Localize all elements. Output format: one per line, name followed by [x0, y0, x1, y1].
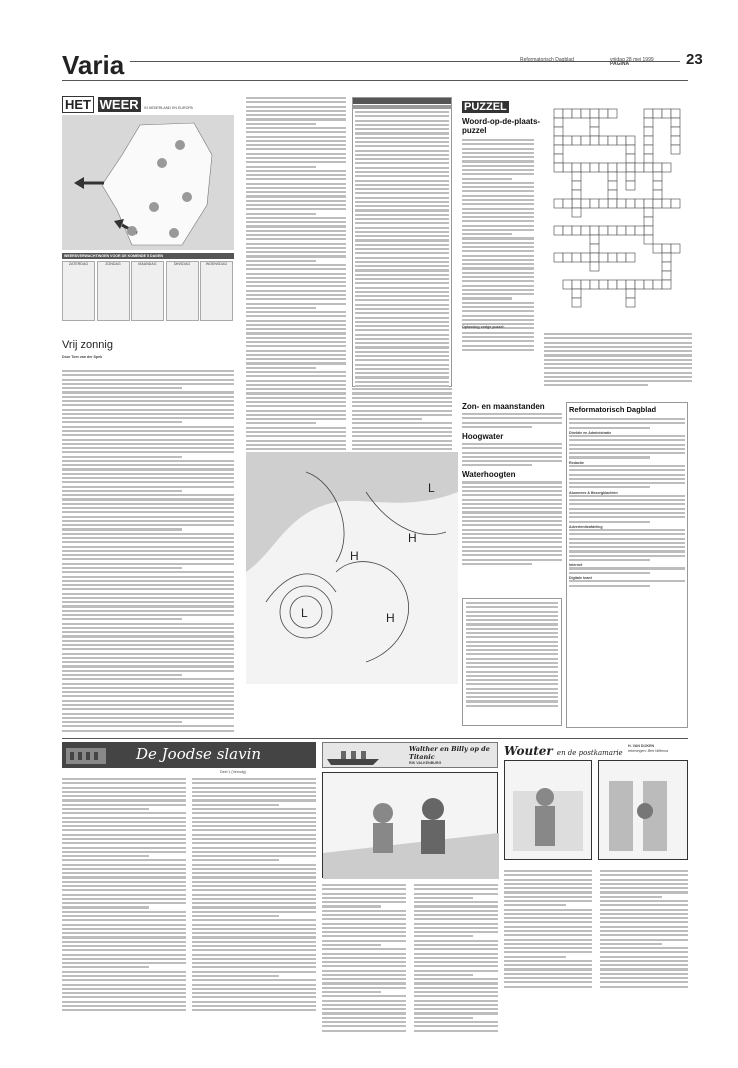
weather-byline: Door Tom van der Spek — [62, 355, 103, 359]
svg-text:H: H — [386, 611, 395, 625]
colosseum-icon — [62, 742, 112, 768]
svg-text:L: L — [428, 481, 435, 495]
walther-illustration — [322, 772, 498, 878]
temperature-table — [352, 97, 452, 387]
forecast-day: MAANDAG — [131, 261, 164, 321]
puzzle-heading: Woord-op-de-plaats-puzzel — [462, 117, 541, 135]
colophon-section: Digitale krant — [569, 576, 592, 581]
europe-weather-map — [246, 452, 458, 684]
colophon-section: Advertentieafdeling — [569, 524, 603, 529]
slavin-title: De Joodse slavin — [136, 745, 262, 763]
puzzle-block — [462, 97, 692, 397]
forecast-day: WOENSDAG — [200, 261, 233, 321]
issue-date: vrijdag 28 mei 1999 PAGINA — [610, 57, 654, 68]
wouter-story — [504, 742, 688, 1046]
wouter-credit: H. VAN DIJKEN — [628, 744, 655, 748]
section-rule — [62, 738, 688, 739]
weather-headline: Vrij zonnig — [62, 339, 113, 351]
crossword-grid[interactable] — [544, 103, 692, 333]
svg-text:H: H — [350, 549, 359, 563]
walther-story — [322, 742, 498, 1046]
wouter-panel-drawing — [505, 761, 593, 861]
wouter-panel — [504, 760, 592, 860]
wouter-verse-col2 — [600, 870, 688, 990]
forecast-day: ZONDAG — [97, 261, 130, 321]
wouter-credit2: tekeningen: Bert Wiltema — [628, 749, 669, 753]
colophon-section: Abonnees & Bezorgklachten — [569, 490, 618, 495]
forecast-days — [62, 261, 234, 321]
slavin-story — [62, 742, 316, 1046]
walther-credit: RIK VALKENBURG — [409, 761, 442, 765]
walther-banner — [322, 742, 498, 768]
forecast-band: WEERSVERWACHTINGEN VOOR DE KOMENDE 5 DAGEN — [62, 253, 234, 259]
waterhoogten-heading: Waterhoogten — [462, 470, 516, 480]
slavin-col1 — [62, 778, 186, 1013]
forecast-day: ZATERDAG — [62, 261, 95, 321]
colophon-section: Internet — [569, 563, 583, 568]
weather-legend — [462, 598, 562, 726]
colophon-section: Direktie en Administratie — [569, 430, 612, 435]
colophon-section: Redactie — [569, 460, 584, 465]
weather-title: HET WEER IN NEDERLAND EN EUROPA — [62, 97, 234, 111]
section-label: Varia — [62, 50, 125, 80]
page-number: 23 — [686, 51, 703, 68]
walther-title: Walther en Billy op de Titanic — [409, 745, 490, 761]
sun-moon-heading: Zon- en maanstanden — [462, 402, 545, 411]
isobar-map — [246, 452, 458, 684]
puzzle-instructions — [462, 139, 534, 353]
section-title — [62, 50, 125, 80]
slavin-banner — [62, 742, 316, 768]
hoogwater-heading: Hoogwater — [462, 431, 504, 441]
svg-text:H: H — [408, 531, 417, 545]
puzzle-title: PUZZEL — [464, 101, 507, 113]
weather-article-col2 — [246, 97, 346, 437]
titanic-deck-illustration — [323, 773, 499, 879]
paper-name: Reformatorisch Dagblad — [520, 57, 574, 63]
svg-text:L: L — [301, 606, 308, 620]
walther-col2 — [414, 884, 498, 1034]
weather-map-netherlands — [62, 115, 234, 250]
wouter-verse-col1 — [504, 870, 592, 990]
titanic-icon — [323, 743, 383, 767]
walther-col1 — [322, 884, 406, 1034]
weather-article-col1 — [62, 370, 234, 750]
wouter-panel — [598, 760, 688, 860]
forecast-day: DINSDAG — [166, 261, 199, 321]
puzzle-solution-heading: Oplossing vorige puzzel: — [462, 325, 505, 329]
netherlands-map — [62, 115, 234, 250]
puzzle-word-list — [544, 333, 692, 389]
wouter-title: Wouter en de postkamarie — [504, 744, 623, 758]
colophon-title: Reformatorisch Dagblad — [569, 405, 657, 414]
rd-colophon — [566, 402, 688, 728]
slavin-col2 — [192, 778, 316, 1013]
weather-block — [62, 97, 234, 397]
masthead-underline — [62, 80, 688, 81]
wouter-panel-drawing — [599, 761, 689, 861]
slavin-subtitle: Deel 1 (Vervolg) — [220, 770, 246, 774]
